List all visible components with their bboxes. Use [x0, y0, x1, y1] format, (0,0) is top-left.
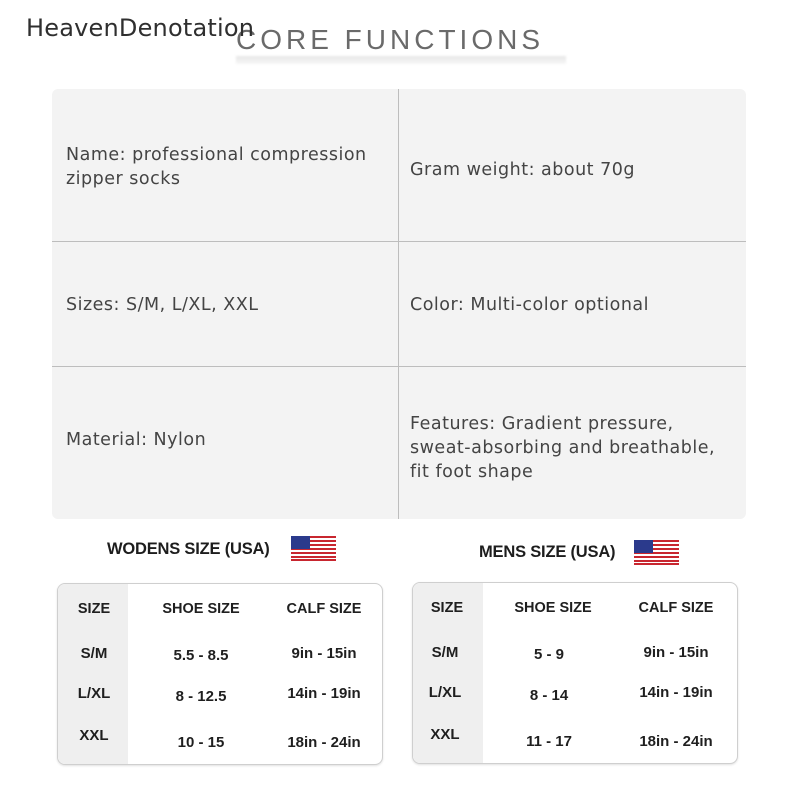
table-cell: 5.5 - 8.5 [173, 647, 229, 664]
table-header: SHOE SIZE [514, 600, 592, 616]
watermark-text: HeavenDenotation [26, 14, 255, 42]
spec-sizes: Sizes: S/M, L/XL, XXL [66, 295, 259, 315]
table-cell: 5 - 9 [533, 646, 565, 663]
spec-features-line: Features: Gradient pressure, [410, 414, 674, 434]
table-cell: 8 - 14 [529, 687, 569, 704]
table-cell: 11 - 17 [526, 733, 572, 750]
title-reflection [236, 56, 566, 64]
table-cell: 8 - 12.5 [175, 688, 227, 705]
mens-size-table [412, 582, 738, 764]
table-cell: 9in - 15in [291, 645, 357, 662]
spec-table [52, 89, 746, 519]
table-cell: 14in - 19in [639, 684, 713, 701]
table-cell: 10 - 15 [177, 734, 225, 751]
womens-size-title: WODENS SIZE (USA) [107, 540, 270, 558]
spec-name [66, 143, 367, 191]
spec-weight: Gram weight: about 70g [410, 160, 635, 180]
table-cell: XXL [430, 726, 460, 743]
table-cell: S/M [80, 645, 108, 662]
table-divider-horizontal [52, 366, 746, 367]
table-cell: XXL [79, 727, 109, 744]
table-cell: 9in - 15in [643, 644, 709, 661]
spec-features [410, 412, 715, 484]
table-header: CALF SIZE [286, 601, 362, 617]
spec-material: Material: Nylon [66, 430, 207, 450]
table-divider-horizontal [52, 241, 746, 242]
spec-features-line: sweat-absorbing and breathable, [410, 438, 716, 458]
table-divider-vertical [398, 89, 399, 519]
table-header: SIZE [77, 601, 111, 617]
table-header: CALF SIZE [638, 600, 714, 616]
womens-size-table [57, 583, 383, 765]
table-cell: L/XL [428, 684, 462, 701]
spec-features-line: fit foot shape [410, 462, 534, 482]
table-cell: 18in - 24in [639, 733, 713, 750]
table-cell: L/XL [77, 685, 111, 702]
spec-name-line: Name: professional compression [66, 145, 367, 165]
table-cell: 18in - 24in [287, 734, 361, 751]
spec-name-line: zipper socks [66, 169, 181, 189]
table-header: SIZE [430, 600, 464, 616]
page-title: CORE FUNCTIONS [236, 24, 544, 55]
spec-color: Color: Multi-color optional [410, 295, 650, 315]
us-flag-icon [634, 540, 679, 565]
mens-size-title: MENS SIZE (USA) [479, 543, 616, 561]
table-cell: 14in - 19in [287, 685, 361, 702]
us-flag-icon [291, 536, 336, 561]
table-cell: S/M [431, 644, 459, 661]
table-header: SHOE SIZE [162, 601, 240, 617]
